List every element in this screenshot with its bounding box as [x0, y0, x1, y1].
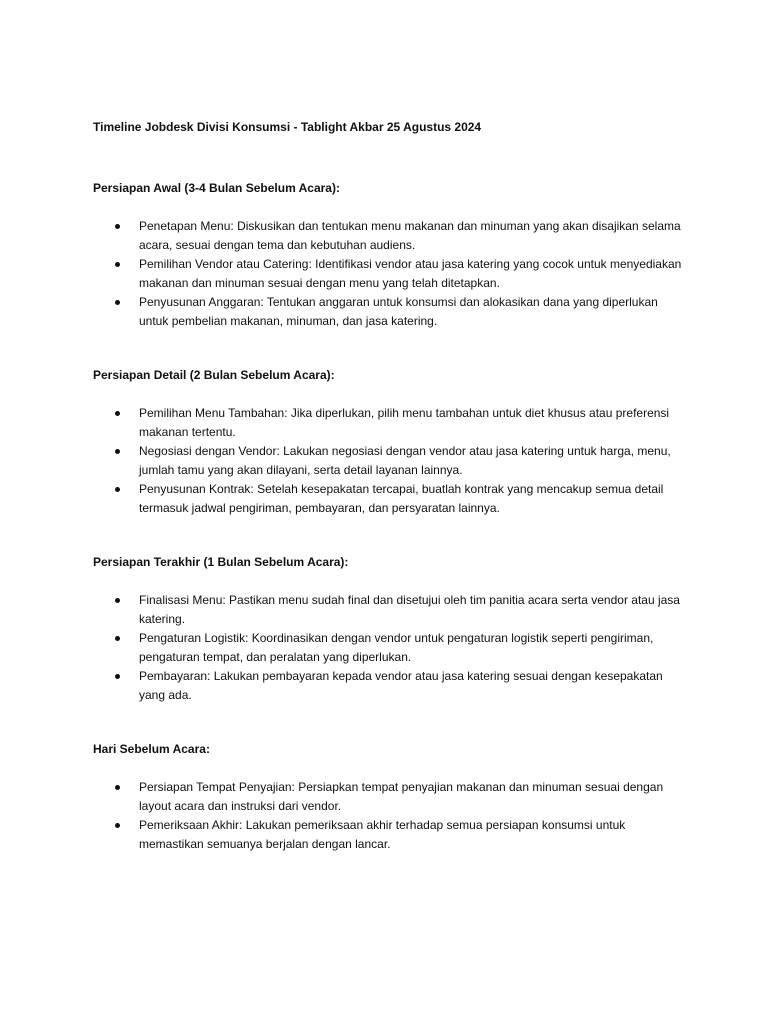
bullet-list — [93, 778, 683, 854]
bullet-icon — [115, 224, 120, 229]
list-item-text: Penyusunan Anggaran: Tentukan anggaran untuk konsumsi dan alokasikan dana yang diperlukan untuk pembelian makanan, minuman, dan jasa katering. — [139, 295, 658, 328]
bullet-list — [93, 217, 683, 331]
list-item — [93, 255, 683, 293]
bullet-icon — [115, 674, 120, 679]
bullet-icon — [115, 823, 120, 828]
bullet-icon — [115, 411, 120, 416]
section-persiapan-detail — [93, 366, 683, 518]
list-item-text: Finalisasi Menu: Pastikan menu sudah final dan disetujui oleh tim panitia acara serta vendor atau jasa katering. — [139, 593, 680, 626]
bullet-icon — [115, 487, 120, 492]
list-item — [93, 778, 683, 816]
section-persiapan-terakhir — [93, 553, 683, 705]
document-title: Timeline Jobdesk Divisi Konsumsi - Tablight Akbar 25 Agustus 2024 — [93, 120, 482, 134]
list-item — [93, 591, 683, 629]
section-persiapan-awal — [93, 179, 683, 331]
section-heading: Persiapan Detail (2 Bulan Sebelum Acara): — [93, 368, 335, 382]
bullet-list — [93, 404, 683, 518]
bullet-icon — [115, 598, 120, 603]
list-item — [93, 816, 683, 854]
section-heading: Hari Sebelum Acara: — [93, 742, 210, 756]
list-item — [93, 404, 683, 442]
list-item — [93, 293, 683, 331]
list-item-text: Penyusunan Kontrak: Setelah kesepakatan tercapai, buatlah kontrak yang mencakup semua detail termasuk jadwal pengiriman, pembayaran, dan persyaratan lainnya. — [139, 482, 664, 515]
list-item — [93, 442, 683, 480]
section-heading: Persiapan Awal (3-4 Bulan Sebelum Acara): — [93, 181, 340, 195]
bullet-icon — [115, 785, 120, 790]
list-item-text: Penetapan Menu: Diskusikan dan tentukan menu makanan dan minuman yang akan disajikan selama acara, sesuai dengan tema dan kebutuhan audiens. — [139, 219, 681, 252]
list-item — [93, 629, 683, 667]
bullet-icon — [115, 636, 120, 641]
bullet-icon — [115, 262, 120, 267]
list-item — [93, 480, 683, 518]
section-heading: Persiapan Terakhir (1 Bulan Sebelum Acara): — [93, 555, 349, 569]
list-item-text: Pembayaran: Lakukan pembayaran kepada vendor atau jasa katering sesuai dengan kesepakatan yang ada. — [139, 669, 663, 702]
list-item — [93, 667, 683, 705]
bullet-icon — [115, 449, 120, 454]
bullet-icon — [115, 300, 120, 305]
list-item-text: Negosiasi dengan Vendor: Lakukan negosiasi dengan vendor atau jasa katering untuk harga, menu, jumlah tamu yang akan dilayani, serta detail layanan lainnya. — [139, 444, 671, 477]
list-item-text: Pengaturan Logistik: Koordinasikan dengan vendor untuk pengaturan logistik seperti pengiriman, pengaturan tempat, dan peralatan yang diperlukan. — [139, 631, 654, 664]
list-item — [93, 217, 683, 255]
list-item-text: Pemilihan Vendor atau Catering: Identifikasi vendor atau jasa katering yang cocok untuk menyediakan makanan dan minuman sesuai dengan menu yang telah ditetapkan. — [139, 257, 682, 290]
section-hari-sebelum-acara — [93, 740, 683, 854]
list-item-text: Pemilihan Menu Tambahan: Jika diperlukan, pilih menu tambahan untuk diet khusus atau preferensi makanan tertentu. — [139, 406, 670, 439]
list-item-text: Pemeriksaan Akhir: Lakukan pemeriksaan akhir terhadap semua persiapan konsumsi untuk memastikan semuanya berjalan dengan lancar. — [139, 818, 626, 851]
bullet-list — [93, 591, 683, 705]
list-item-text: Persiapan Tempat Penyajian: Persiapkan tempat penyajian makanan dan minuman sesuai dengan layout acara dan instruksi dari vendor. — [139, 780, 664, 813]
